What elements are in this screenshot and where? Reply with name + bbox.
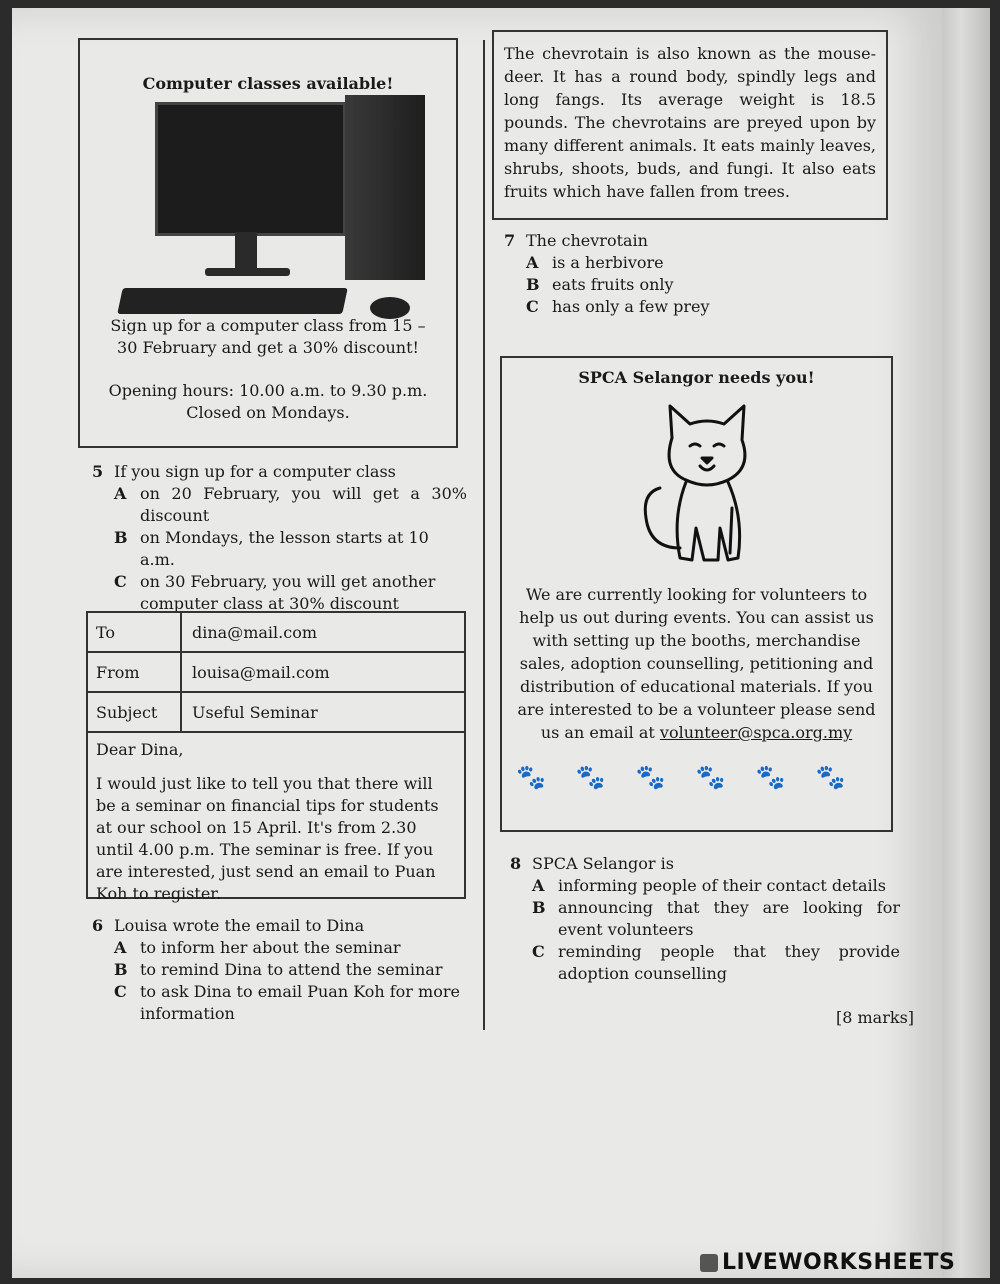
column-divider <box>483 40 485 1030</box>
question-8 <box>510 853 900 985</box>
paw-icon: 🐾 <box>635 763 666 791</box>
spca-title: SPCA Selangor needs you! <box>578 368 815 387</box>
monitor-stand <box>235 232 257 272</box>
computer-ad-hours: Opening hours: 10.00 a.m. to 9.30 p.m. Closed on Mondays. <box>108 381 428 422</box>
option-b[interactable]: B on Mondays, the lesson starts at 10 a.m. <box>114 528 429 569</box>
keyboard <box>117 288 348 314</box>
option-b[interactable]: B eats fruits only <box>526 275 674 294</box>
paw-icon: 🐾 <box>516 763 546 791</box>
question-stem: Louisa wrote the email to Dina <box>114 916 365 935</box>
spca-text <box>514 583 879 744</box>
email-subject-row: Subject Useful Seminar <box>88 693 464 733</box>
paw-icon: 🐾 <box>755 763 786 791</box>
email-greeting: Dear Dina, <box>96 740 184 759</box>
option-a[interactable]: A informing people of their contact details <box>532 876 886 895</box>
volunteer-email-link[interactable]: volunteer@spca.org.my <box>659 723 853 742</box>
paw-icon: 🐾 <box>815 763 846 791</box>
paw-icon: 🐾 <box>575 763 606 791</box>
spca-description: We are currently looking for volunteers to help us out during events. You can assist us with setting up the booths, merchandise sales, adoption counselling, petitioning and distribution of educational materials. If you are interested to be a volunteer please send us an email at <box>517 585 876 742</box>
logo-text: LIVEWORKSHEETS <box>722 1250 956 1275</box>
email-from-row: From louisa@mail.com <box>88 653 464 693</box>
question-number: 7 <box>504 231 516 250</box>
spca-ad <box>500 356 893 832</box>
email-body <box>88 733 464 911</box>
page-edge <box>942 8 990 1278</box>
question-6 <box>92 915 470 1025</box>
chevrotain-text: The chevrotain is also known as the mouse-deer. It has a round body, spindly legs and long fangs. Its average weight is 18.5 pounds. The chevrotains are preyed upon by many different animals. It eats mainly leaves, shrubs, shoots, buds, and fungi. It also eats fruits which have fallen from trees. <box>504 44 876 201</box>
question-stem: SPCA Selangor is <box>532 854 674 873</box>
computer-ad-offer: Sign up for a computer class from 15 – 30 February and get a 30% discount! <box>110 316 426 357</box>
chevrotain-passage <box>492 30 888 220</box>
option-a[interactable]: A on 20 February, you will get a 30% discount <box>114 484 467 525</box>
computer-tower <box>345 95 425 280</box>
computer-ad <box>78 38 458 448</box>
cat-icon <box>632 398 762 573</box>
monitor-base <box>205 268 290 276</box>
email-box <box>86 611 466 903</box>
option-c[interactable]: C to ask Dina to email Puan Koh for more information <box>114 982 460 1023</box>
option-b[interactable]: B announcing that they are looking for event volunteers <box>532 898 900 939</box>
monitor-image <box>155 102 346 236</box>
option-a[interactable]: A to inform her about the seminar <box>114 938 401 957</box>
question-stem: If you sign up for a computer class <box>114 462 396 481</box>
question-5 <box>92 461 467 615</box>
question-7 <box>504 230 884 318</box>
option-c[interactable]: C reminding people that they provide adoption counselling <box>532 942 900 983</box>
computer-ad-title: Computer classes available! <box>142 74 394 93</box>
option-b[interactable]: B to remind Dina to attend the seminar <box>114 960 443 979</box>
question-number: 6 <box>92 916 104 935</box>
option-c[interactable]: C on 30 February, you will get another computer class at 30% discount <box>114 572 436 613</box>
paw-icon: 🐾 <box>695 763 726 791</box>
question-number: 5 <box>92 462 104 481</box>
option-a[interactable]: A is a herbivore <box>526 253 664 272</box>
email-to-row: To dina@mail.com <box>88 613 464 653</box>
paw-prints <box>516 763 845 791</box>
email-message: I would just like to tell you that there will be a seminar on financial tips for students at our school on 15 April. It's from 2.30 until 4.00 p.m. The seminar is free. If you are interested, just send an email to Puan Koh to register. <box>96 774 439 903</box>
question-number: 8 <box>510 854 522 873</box>
liveworksheets-logo <box>700 1250 955 1275</box>
logo-icon <box>700 1254 718 1272</box>
question-stem: The chevrotain <box>526 231 648 250</box>
total-marks: [8 marks] <box>836 1008 915 1027</box>
option-c[interactable]: C has only a few prey <box>526 297 710 316</box>
